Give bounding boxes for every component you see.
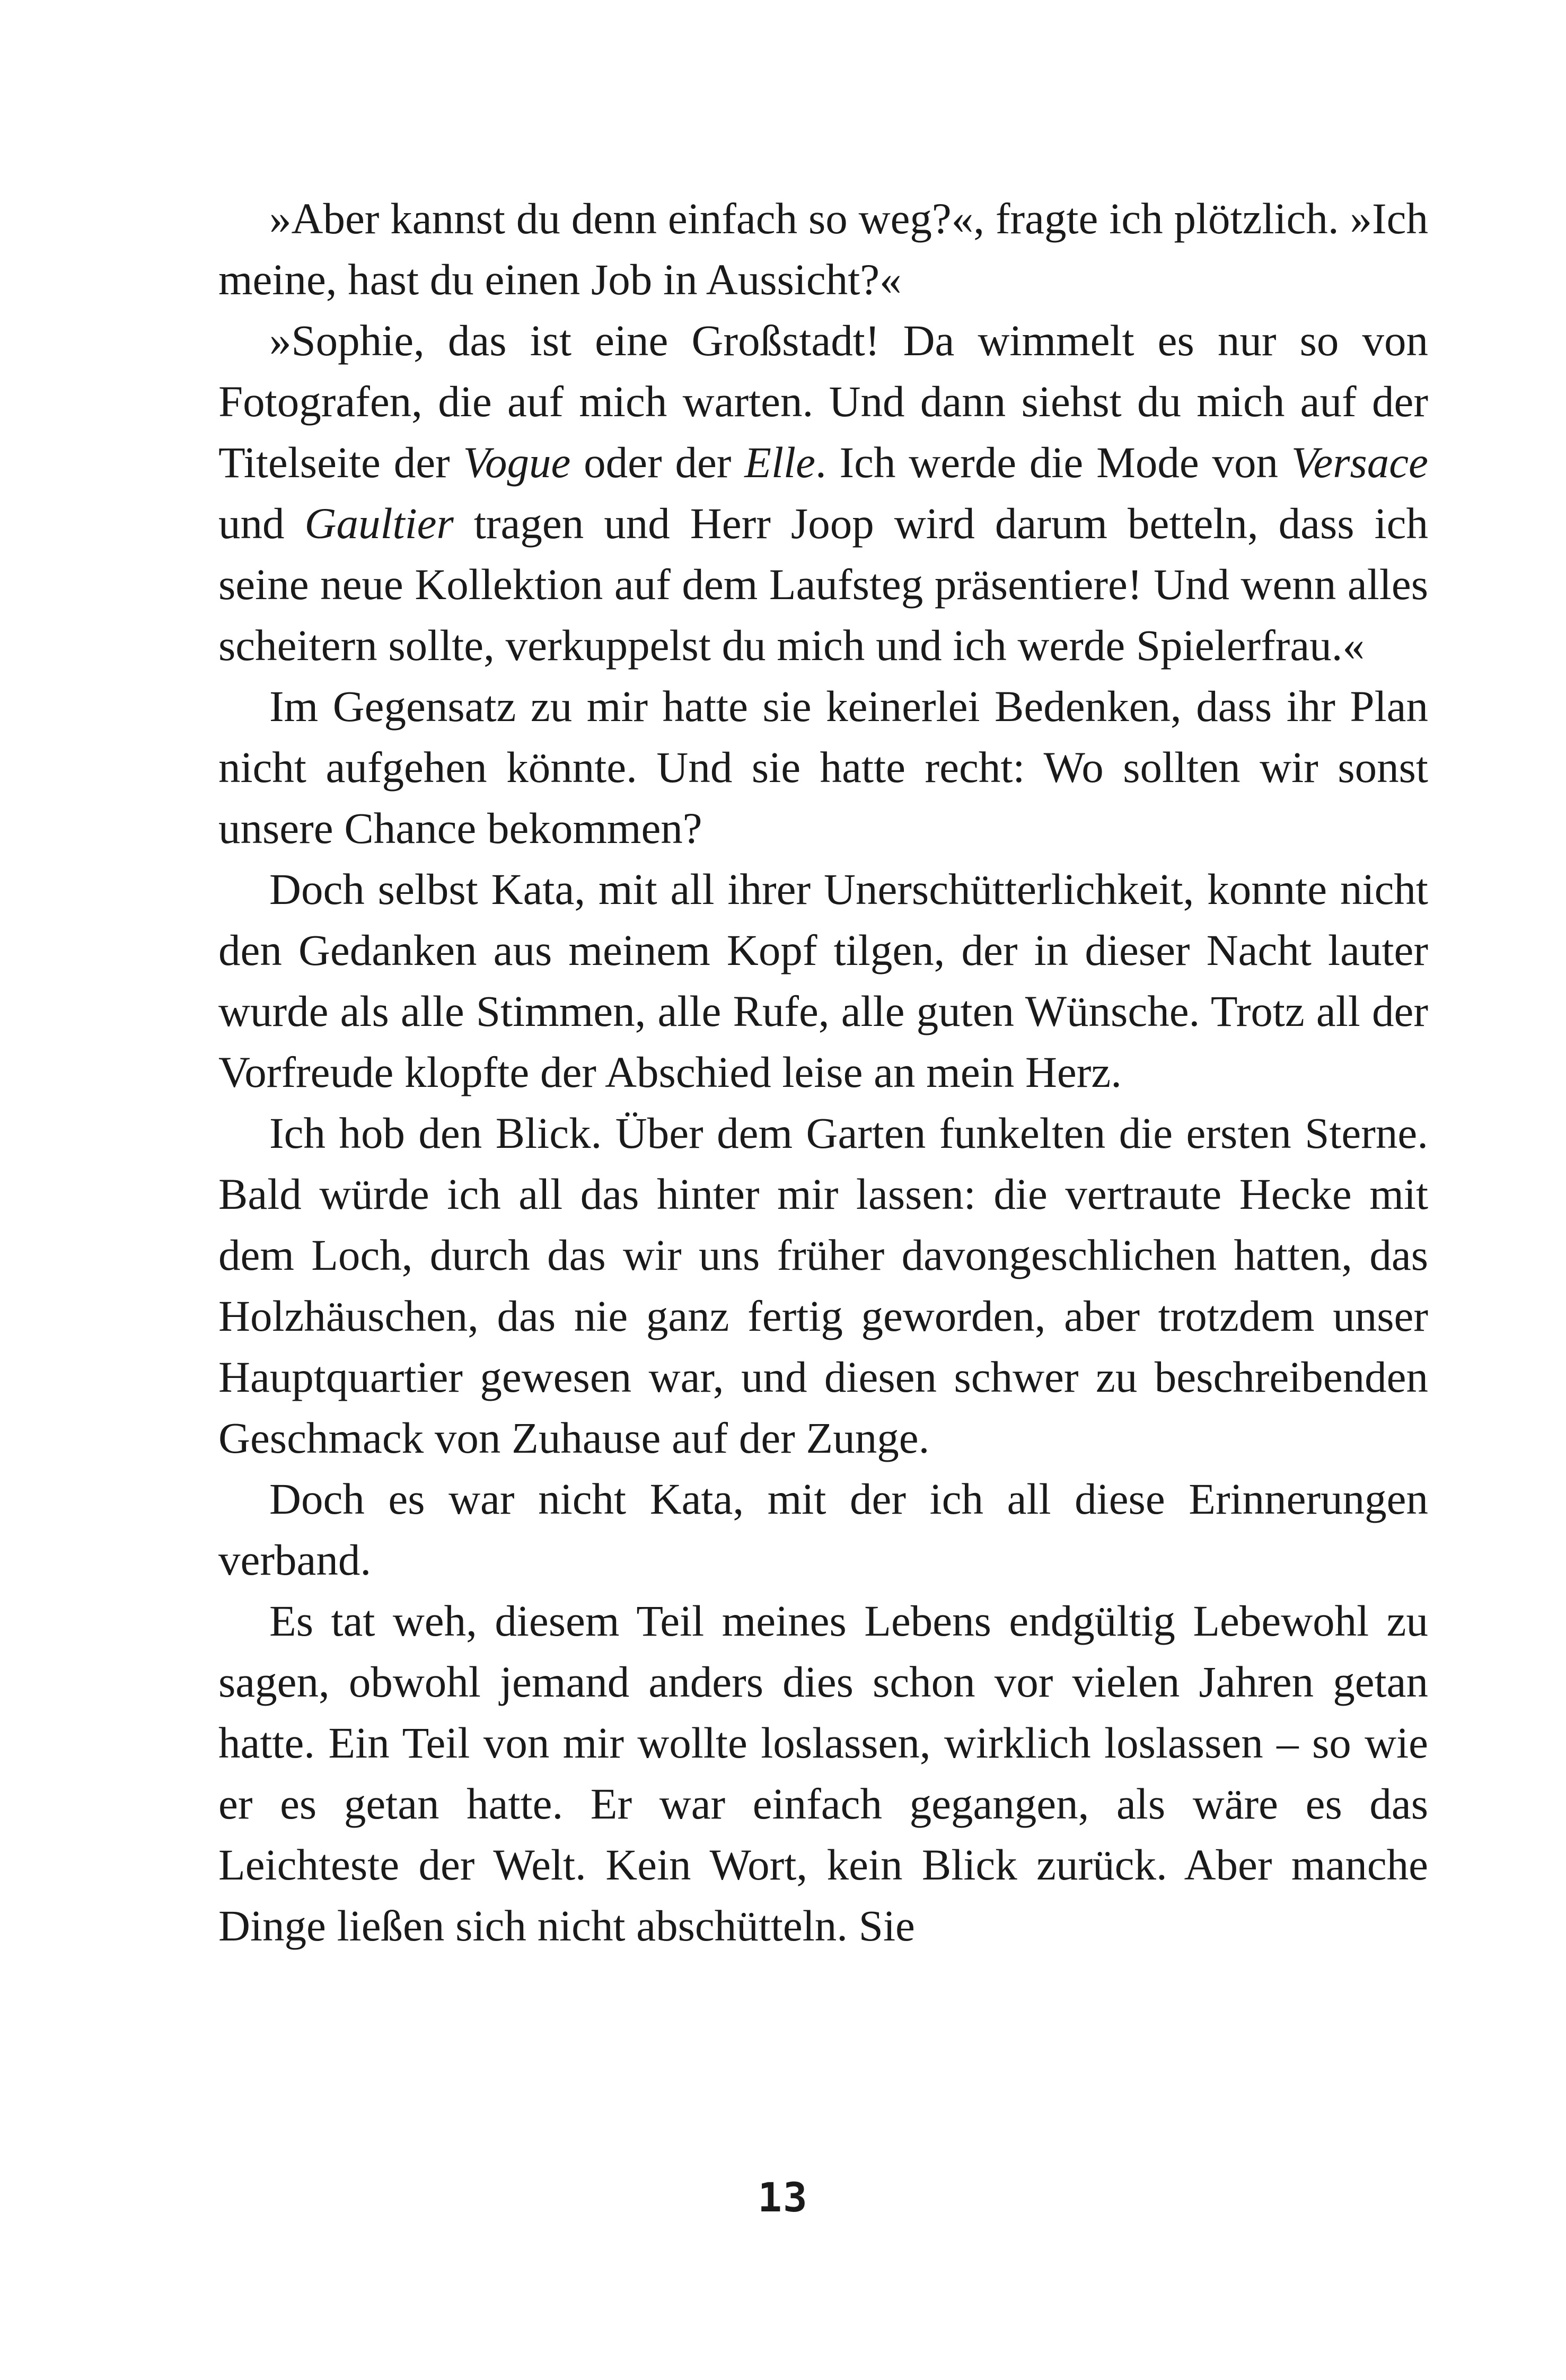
magazine-title-vogue: Vogue (463, 438, 571, 487)
paragraph-7 (218, 1591, 1428, 1956)
body-text (218, 188, 1428, 1956)
text-segment: . Ich werde die Mode von (815, 438, 1291, 487)
text-segment: Im Gegensatz zu mir hatte sie keinerlei Bedenken, dass ihr Plan nicht aufgehen könnte. Und sie hatte recht: Wo sollten wir sonst unsere Chance bekommen? (218, 682, 1428, 853)
text-segment: »Sophie, das ist eine Großstadt! Da wimmelt es nur so von Fotografen, die auf mich warten. Und dann siehst du mich auf der Titelseite der (218, 316, 1428, 487)
text-segment: und (218, 499, 305, 548)
page-number: 13 (758, 2174, 808, 2221)
paragraph-6 (218, 1469, 1428, 1591)
paragraph-3 (218, 676, 1428, 859)
text-segment: oder der (570, 438, 745, 487)
magazine-title-elle: Elle (744, 438, 815, 487)
brand-name-gaultier: Gaultier (304, 499, 454, 548)
brand-name-versace: Versace (1291, 438, 1428, 487)
paragraph-2 (218, 310, 1428, 676)
text-segment: Ich hob den Blick. Über dem Garten funkelten die ersten Sterne. Bald würde ich all das hinter mir lassen: die vertraute Hecke mit dem Loch, durch das wir uns früher davongeschlichen hatten, das Holzhäuschen, das nie ganz fertig geworden, aber trotzdem unser Hauptquartier gewesen war, und diesen schwer zu beschreibenden Geschmack von Zuhause auf der Zunge. (218, 1109, 1428, 1462)
text-segment: Doch selbst Kata, mit all ihrer Unerschütterlichkeit, konnte nicht den Gedanken aus meinem Kopf tilgen, der in dieser Nacht lauter wurde als alle Stimmen, alle Rufe, alle guten Wünsche. Trotz all der Vorfreude klopfte der Abschied leise an mein Herz. (218, 865, 1428, 1096)
text-segment: Doch es war nicht Kata, mit der ich all diese Erinnerungen verband. (218, 1474, 1428, 1584)
paragraph-5 (218, 1103, 1428, 1469)
paragraph-1 (218, 188, 1428, 310)
text-segment: tragen und Herr Joop wird darum betteln, dass ich seine neue Kollektion auf dem Laufsteg präsentiere! Und wenn alles scheitern sollte, verkuppelst du mich und ich werde Spielerfrau.« (218, 499, 1429, 670)
text-segment: Es tat weh, diesem Teil meines Lebens endgültig Lebewohl zu sagen, obwohl jemand anders dies schon vor vielen Jahren getan hatte. Ein Teil von mir wollte loslassen, wirklich loslassen – so wie er es getan hatte. Er war einfach gegangen, als wäre es das Leichteste der Welt. Kein Wort, kein Blick zurück. Aber manche Dinge ließen sich nicht abschütteln. Sie (218, 1596, 1428, 1950)
paragraph-4 (218, 859, 1428, 1103)
text-segment: »Aber kannst du denn einfach so weg?«, fragte ich plötzlich. »Ich meine, hast du einen Job in Aussicht?« (218, 194, 1428, 304)
